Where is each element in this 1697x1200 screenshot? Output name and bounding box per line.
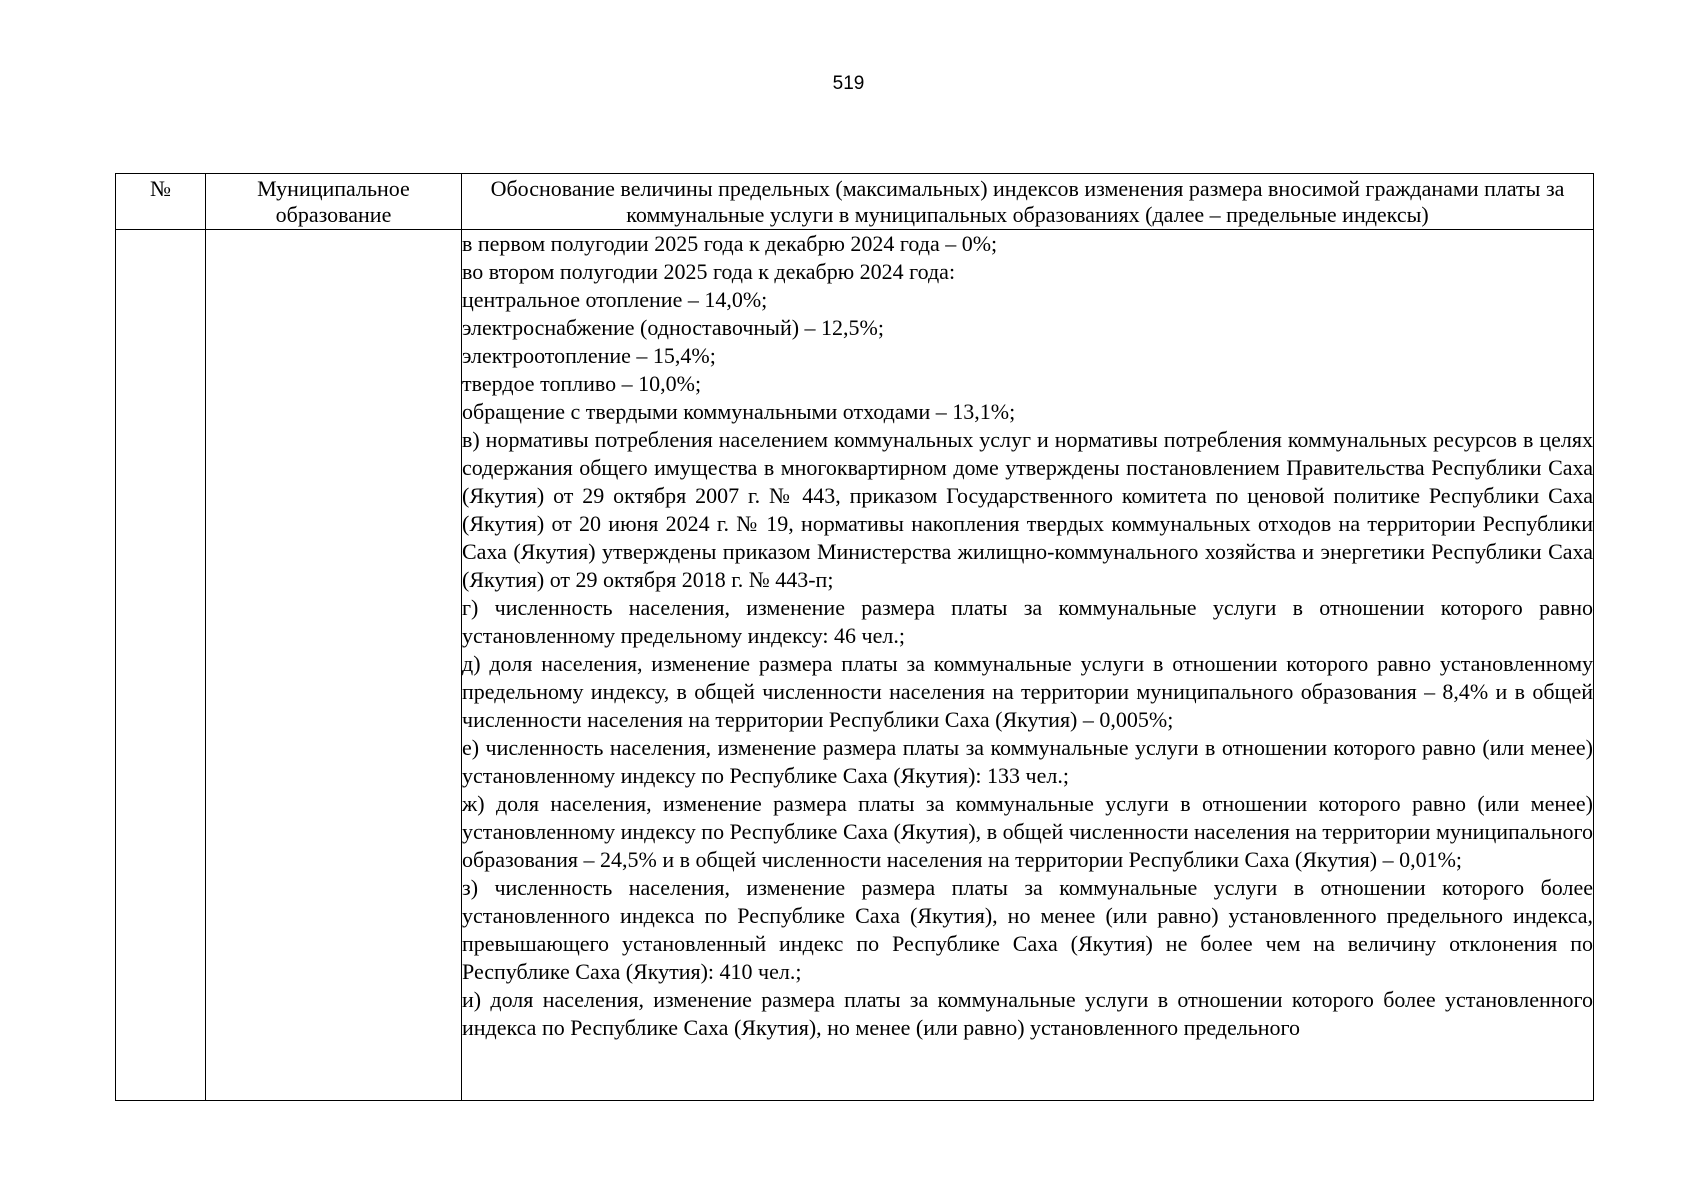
paragraph-g: г) численность населения, изменение размера платы за коммунальные услуги в отношении которого равно установленному предельному индексу: 46 чел.;	[462, 595, 1593, 648]
justification-table	[115, 173, 1594, 1101]
index-line: центральное отопление – 14,0%;	[462, 287, 768, 312]
index-line: твердое топливо – 10,0%;	[462, 371, 702, 396]
index-line: в первом полугодии 2025 года к декабрю 2024 года – 0%;	[462, 231, 998, 256]
municipality-cell	[206, 230, 462, 1101]
number-cell	[116, 230, 206, 1101]
header-municipality: Муниципальное образование	[206, 174, 462, 230]
index-line: во втором полугодии 2025 года к декабрю 2024 года:	[462, 259, 956, 284]
index-line: электроотопление – 15,4%;	[462, 343, 716, 368]
paragraph-i: и) доля населения, изменение размера платы за коммунальные услуги в отношении которого более установленного индекса по Республике Саха (Якутия), но менее (или равно) установленного предельного	[462, 987, 1593, 1040]
paragraph-v: в) нормативы потребления населением коммунальных услуг и нормативы потребления коммунальных ресурсов в целях содержания общего имущества в многоквартирном доме утверждены постановлением Правительства Республики Саха (Якутия) от 29 октября 2007 г. № 443, приказом Государственного комитета по ценовой политике Республики Саха (Якутия) от 20 июня 2024 г. № 19, нормативы накопления твердых коммунальных отходов на территории Республики Саха (Якутия) утверждены приказом Министерства жилищно-коммунального хозяйства и энергетики Республики Саха (Якутия) от 29 октября 2018 г. № 443-п;	[462, 427, 1593, 592]
paragraph-z: з) численность населения, изменение размера платы за коммунальные услуги в отношении которого более установленного индекса по Республике Саха (Якутия), но менее (или равно) установленного предельного индекса, превышающего установленный индекс по Республике Саха (Якутия) не более чем на величину отклонения по Республике Саха (Якутия): 410 чел.;	[462, 875, 1593, 984]
index-line: обращение с твердыми коммунальными отходами – 13,1%;	[462, 399, 1016, 424]
header-justification: Обоснование величины предельных (максимальных) индексов изменения размера вносимой гражданами платы за коммунальные услуги в муниципальных образованиях (далее – предельные индексы)	[462, 174, 1594, 230]
header-number: №	[116, 174, 206, 230]
index-line: электроснабжение (одноставочный) – 12,5%;	[462, 315, 884, 340]
paragraph-e: е) численность населения, изменение размера платы за коммунальные услуги в отношении которого равно (или менее) установленному индексу по Республике Саха (Якутия): 133 чел.;	[462, 735, 1593, 788]
page-number: 519	[832, 73, 865, 94]
table-row	[116, 230, 1594, 1101]
justification-cell	[462, 230, 1594, 1101]
paragraph-d: д) доля населения, изменение размера платы за коммунальные услуги в отношении которого равно установленному предельному индексу, в общей численности населения на территории муниципального образования – 8,4% и в общей численности населения на территории Республики Саха (Якутия) – 0,005%;	[462, 651, 1593, 732]
paragraph-zh: ж) доля населения, изменение размера платы за коммунальные услуги в отношении которого равно (или менее) установленному индексу по Республике Саха (Якутия), в общей численности населения на территории муниципального образования – 24,5% и в общей численности населения на территории Республики Саха (Якутия) – 0,01%;	[462, 791, 1593, 872]
table-header-row	[116, 174, 1594, 230]
